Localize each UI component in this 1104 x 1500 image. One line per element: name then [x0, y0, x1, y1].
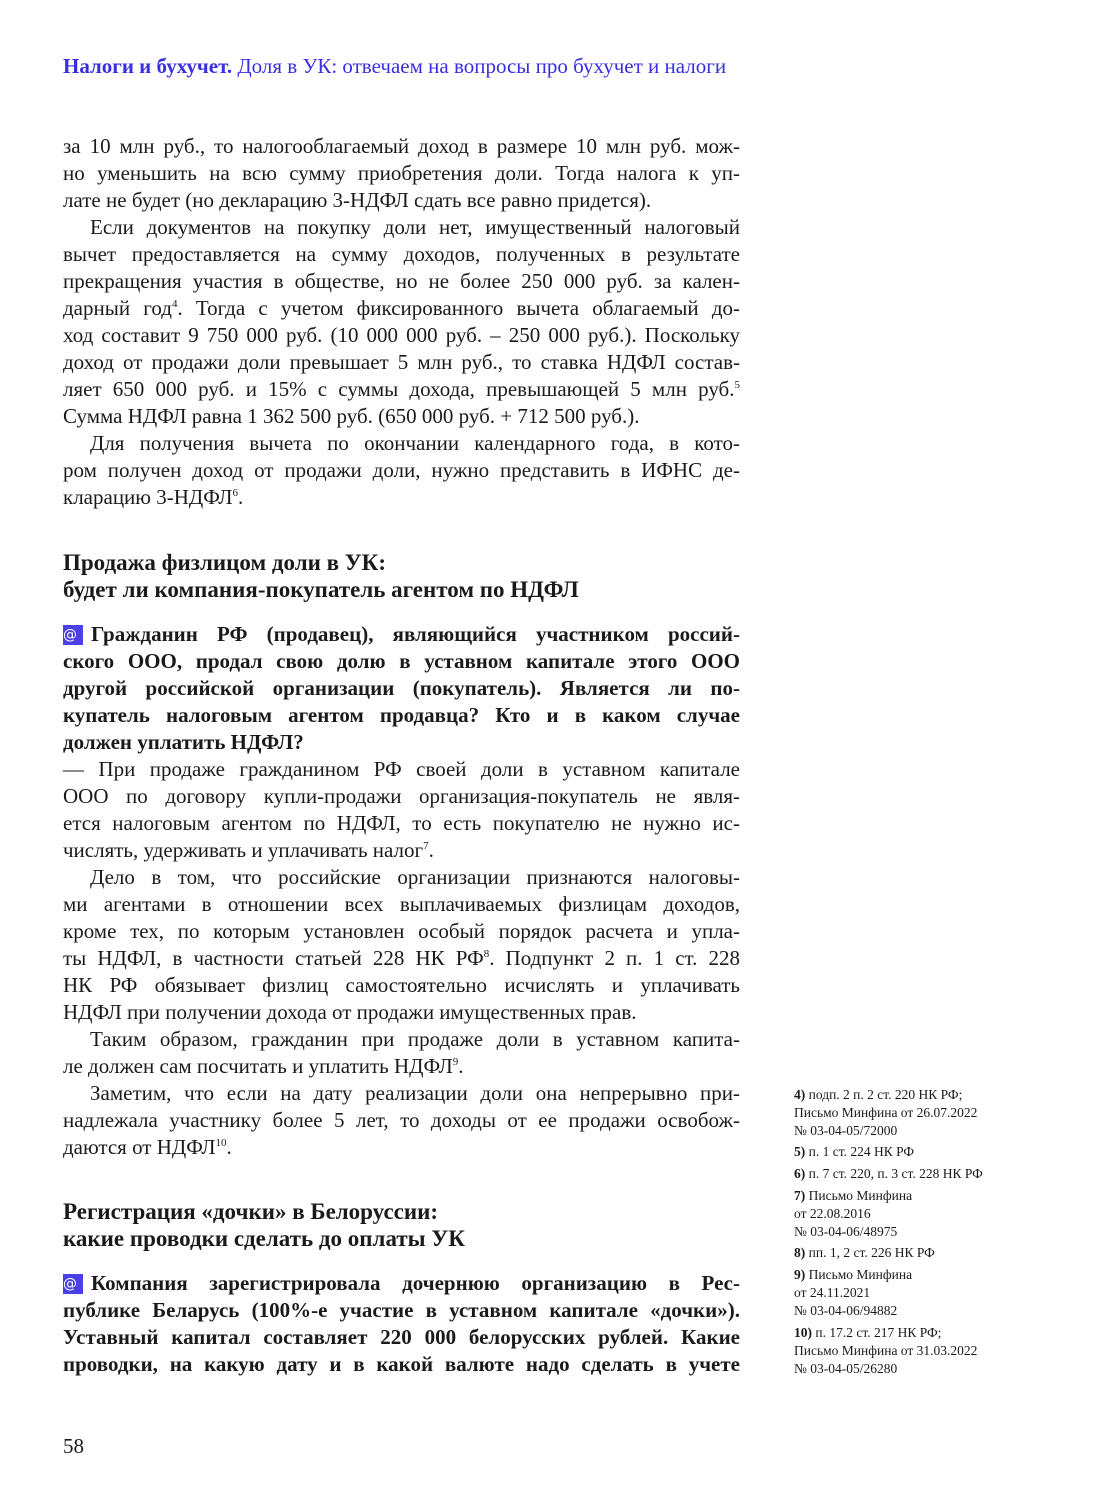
question-line	[63, 648, 740, 675]
text-segment: Для получения вычета по окончании календарного года, в кото-	[90, 431, 740, 455]
text-line	[63, 1053, 740, 1080]
text-segment: Уставный капитал составляет 220 000 белорусских рублей. Какие	[63, 1325, 740, 1349]
header-section: Налоги и бухучет.	[63, 54, 233, 78]
text-segment: лате не будет (но декларацию 3-НДФЛ сдать все равно придется).	[63, 188, 652, 212]
footnote-text: Письмо Минфина	[808, 1188, 913, 1203]
footnote-text: № 03-04-05/26280	[794, 1361, 898, 1376]
footnote	[794, 1086, 977, 1140]
footnote-line	[794, 1104, 977, 1122]
text-line	[90, 1080, 740, 1107]
text-segment: будет ли компания-покупатель агентом по НДФЛ	[63, 577, 579, 602]
question-at-icon: @	[63, 1274, 83, 1294]
footnote-text: от 22.08.2016	[794, 1206, 871, 1221]
footnote-line	[794, 1165, 983, 1183]
text-segment: прекращения участия в обществе, но не более 250 000 руб. за кален-	[63, 269, 740, 293]
footnote-line	[794, 1342, 977, 1360]
question-line	[63, 729, 740, 756]
footnote-line	[794, 1360, 977, 1378]
footnote-line	[794, 1266, 912, 1284]
text-segment: дарный год	[63, 296, 172, 320]
question-line	[63, 1351, 740, 1378]
text-segment: — При продаже гражданином РФ своей доли в уставном капитале	[63, 757, 740, 781]
text-segment: Заметим, что если на дату реализации доли она непрерывно при-	[90, 1081, 740, 1105]
text-line	[63, 295, 740, 322]
text-segment: .	[458, 1054, 464, 1078]
footnote	[794, 1266, 912, 1320]
text-line	[63, 187, 740, 214]
text-segment: Продажа физлицом доли в УК:	[63, 550, 386, 575]
text-segment: Если документов на покупку доли нет, имущественный налоговый	[90, 215, 740, 239]
text-segment: ле должен сам посчитать и уплатить НДФЛ	[63, 1054, 453, 1078]
text-line	[63, 918, 740, 945]
footnote	[794, 1244, 935, 1262]
text-line	[90, 214, 740, 241]
text-segment: публике Беларусь (100%-е участие в уставном капитале «дочки»).	[63, 1298, 740, 1322]
text-segment: ром получен доход от продажи доли, нужно представить в ИФНС де-	[63, 458, 740, 482]
footnote-ref: 10	[215, 1137, 227, 1149]
footnote-ref: 6	[232, 487, 238, 499]
text-segment: Компания зарегистрировала дочернюю организацию в Рес-	[91, 1271, 740, 1295]
question-line	[63, 675, 740, 702]
text-line	[63, 1134, 740, 1161]
question-at-icon: @	[63, 625, 83, 645]
text-segment: ООО по договору купли-продажи организация-покупатель не явля-	[63, 784, 740, 808]
text-segment: за 10 млн руб., то налогооблагаемый доход в размере 10 млн руб. мож-	[63, 134, 740, 158]
text-line	[63, 349, 740, 376]
text-segment: кларацию 3-НДФЛ	[63, 485, 233, 509]
text-segment: Дело в том, что российские организации признаются налоговы-	[90, 865, 740, 889]
section-heading-line	[63, 1198, 740, 1225]
text-segment: кроме тех, по которым установлен особый порядок расчета и упла-	[63, 919, 740, 943]
text-line	[90, 1026, 740, 1053]
text-segment: .	[237, 485, 244, 509]
text-segment: Таким образом, гражданин при продаже доли в уставном капита-	[90, 1027, 740, 1051]
question-line	[63, 1297, 740, 1324]
text-line	[63, 241, 740, 268]
text-segment: надлежала участнику более 5 лет, то доходы от ее продажи освобож-	[63, 1108, 740, 1132]
text-segment: ход составит 9 750 000 руб. (10 000 000 руб. – 250 000 руб.). Поскольку	[63, 323, 740, 347]
text-segment: Гражданин РФ (продавец), являющийся участником россий-	[91, 622, 740, 646]
footnote-line	[794, 1122, 977, 1140]
footnote-text: № 03-04-06/94882	[794, 1303, 898, 1318]
footnote-line	[794, 1187, 912, 1205]
footnote-text: подп. 2 п. 2 ст. 220 НК РФ;	[808, 1087, 963, 1102]
text-line	[63, 891, 740, 918]
text-segment: купатель налоговым агентом продавца? Кто и в каком случае	[63, 703, 740, 727]
text-line	[63, 322, 740, 349]
text-line	[63, 133, 740, 160]
text-line	[63, 484, 740, 511]
text-segment: ского ООО, продал свою долю в уставном капитале этого ООО	[63, 649, 740, 673]
running-header	[63, 54, 726, 79]
question-line	[63, 621, 740, 648]
footnote-line	[794, 1086, 977, 1104]
footnote-text: от 24.11.2021	[794, 1285, 871, 1300]
footnote	[794, 1324, 977, 1378]
footnote-text: п. 7 ст. 220, п. 3 ст. 228 НК РФ	[808, 1166, 983, 1181]
question-line	[63, 1270, 740, 1297]
footnote-number: 9)	[794, 1267, 809, 1282]
footnote-line	[794, 1244, 935, 1262]
section-heading-line	[63, 576, 740, 603]
question-line	[63, 702, 740, 729]
footnote-text: п. 17.2 ст. 217 НК РФ;	[815, 1325, 942, 1340]
footnote-number: 10)	[794, 1325, 816, 1340]
text-line	[63, 1107, 740, 1134]
footnote-text: № 03-04-05/72000	[794, 1123, 898, 1138]
text-line	[63, 756, 740, 783]
text-line	[63, 268, 740, 295]
footnote-line	[794, 1143, 914, 1161]
footnote-number: 6)	[794, 1166, 809, 1181]
text-segment: НДФЛ при получении дохода от продажи имущественных прав.	[63, 1000, 637, 1024]
text-segment: должен уплатить НДФЛ?	[63, 730, 304, 754]
footnote-number: 5)	[794, 1144, 809, 1159]
text-line	[63, 403, 740, 430]
text-line	[63, 376, 740, 403]
text-line	[90, 430, 740, 457]
footnote-number: 8)	[794, 1245, 809, 1260]
text-segment: доход от продажи доли превышает 5 млн руб., то ставка НДФЛ состав-	[63, 350, 740, 374]
footnote-text: Письмо Минфина	[808, 1267, 913, 1282]
text-segment: . Подпункт 2 п. 1 ст. 228	[489, 946, 740, 970]
text-segment: проводки, на какую дату и в какой валюте надо сделать в учете	[63, 1352, 740, 1376]
text-segment: НК РФ обязывает физлиц самостоятельно исчислять и уплачивать	[63, 973, 740, 997]
text-segment: даются от НДФЛ	[63, 1135, 216, 1159]
footnote-text: п. 1 ст. 224 НК РФ	[808, 1144, 915, 1159]
header-title: Доля в УК: отвечаем на вопросы про бухучет и налоги	[237, 54, 727, 78]
footnote-text: Письмо Минфина от 26.07.2022	[794, 1105, 978, 1120]
footnote-ref: 7	[423, 840, 429, 852]
page-number: 58	[63, 1434, 84, 1458]
text-segment: но уменьшить на всю сумму приобретения доли. Тогда налога к уп-	[63, 161, 740, 185]
footnote	[794, 1187, 912, 1241]
footnote-line	[794, 1324, 977, 1342]
text-segment: числять, удерживать и уплачивать налог	[63, 838, 424, 862]
text-line	[63, 457, 740, 484]
text-segment: ется налоговым агентом по НДФЛ, то есть покупателю не нужно ис-	[63, 811, 740, 835]
text-line	[63, 810, 740, 837]
footnote-text: № 03-04-06/48975	[794, 1224, 898, 1239]
text-segment: ляет 650 000 руб. и 15% с суммы дохода, превышающей 5 млн руб.	[63, 377, 735, 401]
footnote-ref: 4	[171, 298, 178, 310]
text-segment: вычет предоставляется на сумму доходов, полученных в результате	[63, 242, 740, 266]
text-line	[63, 160, 740, 187]
footnote-line	[794, 1205, 912, 1223]
text-segment: .	[226, 1135, 232, 1159]
footnote-line	[794, 1223, 912, 1241]
footnote-number: 4)	[794, 1087, 809, 1102]
text-segment: Регистрация «дочки» в Белоруссии:	[63, 1199, 439, 1224]
text-line	[63, 783, 740, 810]
footnote-ref: 9	[452, 1056, 459, 1068]
text-line	[63, 999, 740, 1026]
text-segment: ми агентами в отношении всех выплачиваемых физлицам доходов,	[63, 892, 740, 916]
text-segment: .	[428, 838, 434, 862]
text-line	[63, 837, 740, 864]
text-line	[63, 945, 740, 972]
footnote	[794, 1165, 983, 1183]
footnote-line	[794, 1302, 912, 1320]
text-segment: ты НДФЛ, в частности статьей 228 НК РФ	[63, 946, 484, 970]
footnote-ref: 8	[483, 948, 490, 960]
section-heading-line	[63, 549, 740, 576]
section-heading-line	[63, 1225, 740, 1252]
text-line	[90, 864, 740, 891]
question-line	[63, 1324, 740, 1351]
text-line	[63, 972, 740, 999]
footnote-text: Письмо Минфина от 31.03.2022	[794, 1343, 978, 1358]
text-segment: Сумма НДФЛ равна 1 362 500 руб. (650 000 руб. + 712 500 руб.).	[63, 404, 640, 428]
footnote-number: 7)	[794, 1188, 809, 1203]
footnote-line	[794, 1284, 912, 1302]
footnote-ref: 5	[734, 379, 740, 391]
text-segment: . Тогда с учетом фиксированного вычета облагаемый до-	[177, 296, 740, 320]
text-segment: какие проводки сделать до оплаты УК	[63, 1226, 465, 1251]
text-segment: другой российской организации (покупатель). Является ли по-	[63, 676, 740, 700]
footnote-text: пп. 1, 2 ст. 226 НК РФ	[808, 1245, 935, 1260]
footnote	[794, 1143, 914, 1161]
